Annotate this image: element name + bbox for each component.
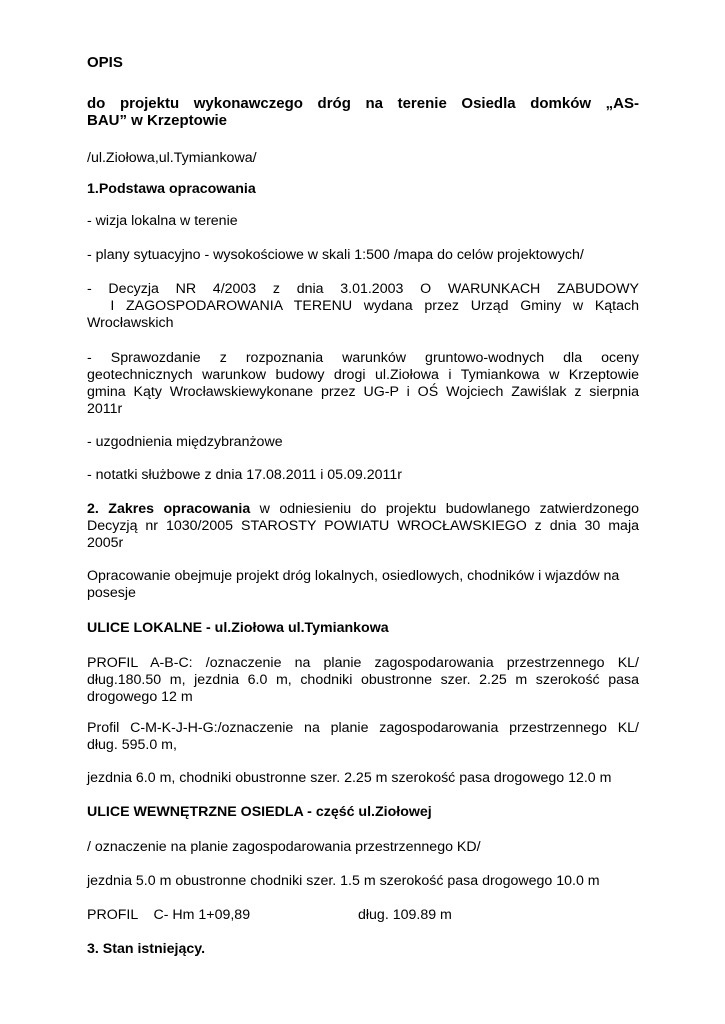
internal-line-2: jezdnia 5.0 m obustronne chodniki szer. 1.5 m szerokość pasa drogowego 10.0 m [87,873,600,889]
section-1-heading: 1.Podstawa opracowania [87,181,256,197]
basis-item-4-line-4: 2011r [87,401,123,417]
basis-item-3-line-2: I ZAGOSPODAROWANIA TERENU wydana przez Urząd Gminy w Kątach [87,298,639,314]
profile-cmkjhg-line-2: dług. 595.0 m, [87,737,177,753]
basis-item-2: - plany sytuacyjno - wysokościowe w skali 1:500 /mapa do celów projektowych/ [87,247,584,263]
basis-item-5: - uzgodnienia międzybranżowe [87,434,283,450]
section-3-heading: 3. Stan istniejący. [87,941,206,957]
subtitle-line-1: do projektu wykonawczego dróg na terenie Osiedla domków „AS- [87,95,639,112]
profile-abc-line-3: drogowego 12 m [87,689,193,705]
section-2-line-1-text: w odniesieniu do projektu budowlanego zatwierdzonego [250,501,639,517]
basis-item-4-line-3: gmina Kąty Wrocławskiewykonane przez UG-P i OŚ Wojciech Zawiślak z sierpnia [87,384,639,400]
local-streets-heading: ULICE LOKALNE - ul.Ziołowa ul.Tymiankowa [87,620,389,636]
section-2-heading: 2. Zakres opracowania [87,501,251,517]
profile-c-hm-label: PROFIL C- Hm 1+09,89 [87,907,251,923]
section-2-line-1 [87,501,639,518]
basis-item-4-line-1: - Sprawozdanie z rozpoznania warunków gruntowo-wodnych dla oceny [87,350,639,366]
basis-item-1: - wizja lokalna w terenie [87,213,238,229]
section-2-line-2: Decyzją nr 1030/2005 STAROSTY POWIATU WROCŁAWSKIEGO z dnia 30 maja [87,518,639,534]
profile-cmkjhg-line-1: Profil C-M-K-J-H-G:/oznaczenie na planie zagospodarowania przestrzennego KL/ [87,720,639,736]
profile-abc-line-1: PROFIL A-B-C: /oznaczenie na planie zagospodarowania przestrzennego KL/ [87,655,639,671]
internal-streets-heading: ULICE WEWNĘTRZNE OSIEDLA - część ul.Ziołowej [87,804,432,820]
scope-line-2: posesje [87,585,136,601]
internal-line-1: / oznaczenie na planie zagospodarowania przestrzennego KD/ [87,839,481,855]
section-2-line-3: 2005r [87,535,124,551]
subtitle-line-2: BAU” w Krzeptowie [87,112,228,129]
profile-abc-line-2: dług.180.50 m, jezdnia 6.0 m, chodniki obustronne szer. 2.25 m szerokość pasa [87,672,639,688]
profile-c-hm-line [87,907,639,924]
streets-line: /ul.Ziołowa,ul.Tymiankowa/ [87,150,257,166]
profile-cmkjhg-line-3: jezdnia 6.0 m, chodniki obustronne szer. 2.25 m szerokość pasa drogowego 12.0 m [87,770,612,786]
basis-item-4-line-2: geotechnicznych warunkow budowy drogi ul.Ziołowa i Tymiankowa w Krzeptowie [87,367,639,383]
basis-item-3-line-1: - Decyzja NR 4/2003 z dnia 3.01.2003 O WARUNKACH ZABUDOWY [87,281,639,297]
scope-line-1: Opracowanie obejmuje projekt dróg lokalnych, osiedlowych, chodników i wjazdów na [87,568,620,584]
document-title: OPIS [87,54,123,71]
profile-c-hm-length: dług. 109.89 m [358,907,452,923]
basis-item-3-line-3: Wrocławskich [87,315,174,331]
basis-item-6: - notatki służbowe z dnia 17.08.2011 i 05.09.2011r [87,467,402,483]
